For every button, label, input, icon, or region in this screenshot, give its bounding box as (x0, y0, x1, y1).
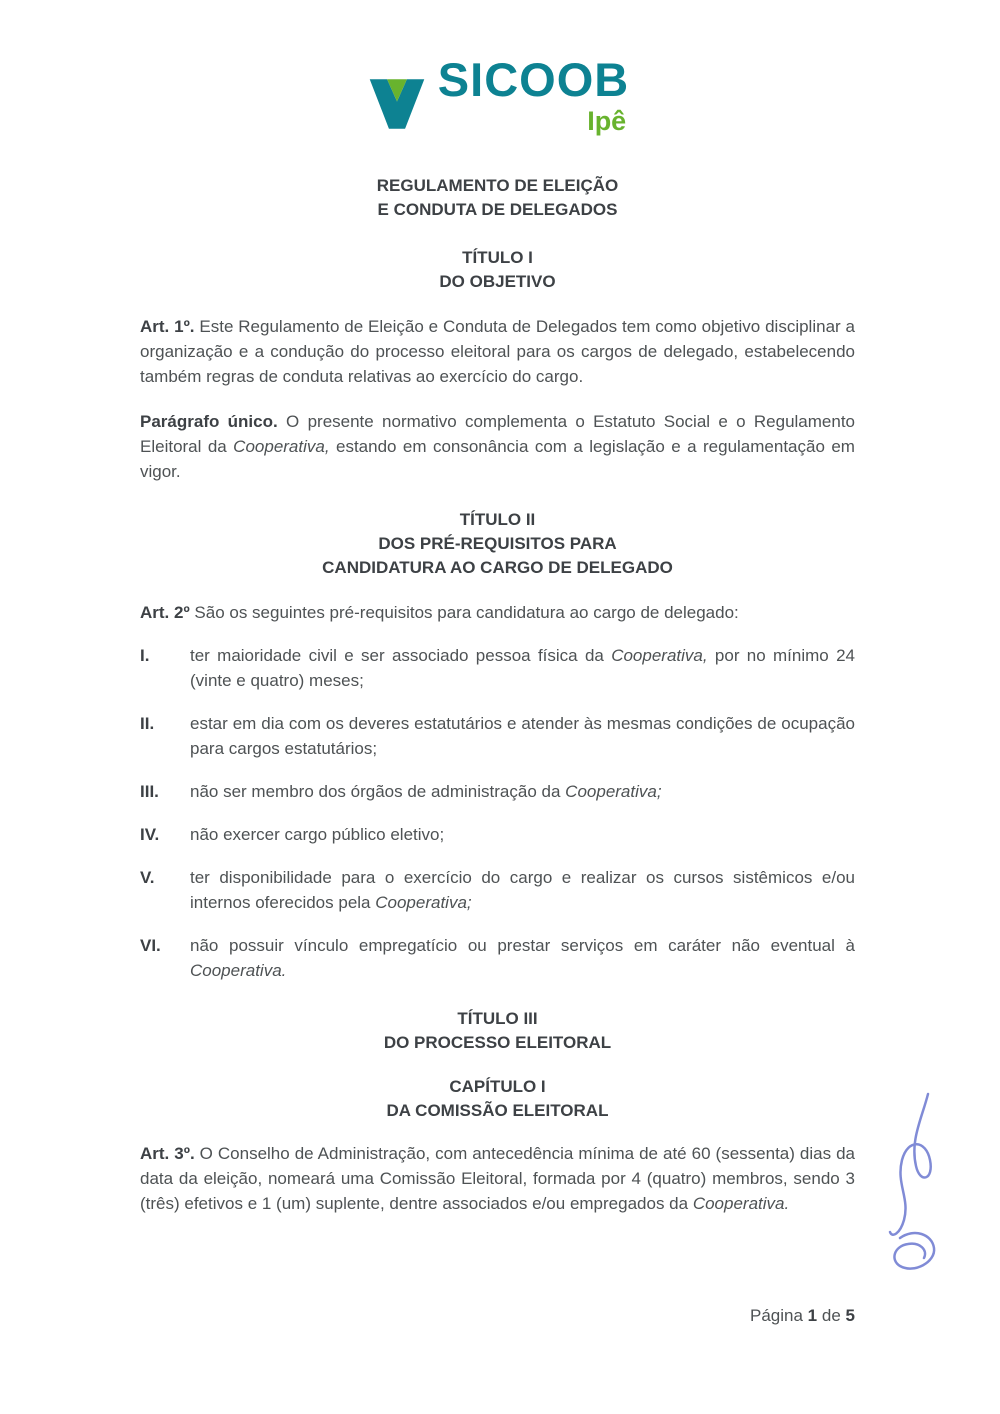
article-3-text-before: O Conselho de Administração, com antecedência mínima de até 60 (sessenta) dias da data da eleição, nomeará uma Comissão Eleitoral, formada por 4 (quatro) membros, sendo 3 (três) efetivos e 1 (um) suplente, dentre associados e/ou empregados da (140, 1144, 855, 1213)
list-item-iii (140, 779, 855, 804)
heading-titulo-i-line2: DO OBJETIVO (439, 272, 556, 291)
signature-stroke-upper (890, 1094, 931, 1235)
item-text-before: estar em dia com os deveres estatutários e atender às mesmas condições de ocupação para cargos estatutários; (190, 714, 855, 758)
heading-titulo-iii-line1: TÍTULO III (457, 1009, 538, 1028)
item-numeral: V. (140, 868, 155, 887)
item-text-before: não exercer cargo público eletivo; (190, 825, 445, 844)
item-numeral: III. (140, 782, 159, 801)
item-text (190, 822, 855, 847)
heading-titulo-i (140, 246, 855, 294)
footer-total-pages: 5 (845, 1306, 855, 1325)
item-text (190, 711, 855, 761)
item-text-before: ter disponibilidade para o exercício do cargo e realizar os cursos sistêmicos e/ou internos oferecidos pela (190, 868, 855, 912)
footer-page-label: Página (750, 1306, 803, 1325)
item-text-italic: Cooperativa, (611, 646, 708, 665)
paragrafo-unico-paragraph (140, 409, 855, 484)
list-item-v (140, 865, 855, 915)
article-3-text-italic: Cooperativa. (692, 1194, 790, 1213)
handwritten-signature (870, 1088, 960, 1283)
item-numeral: IV. (140, 825, 160, 844)
footer-page-number: 1 (807, 1306, 818, 1325)
heading-titulo-iii-line2: DO PROCESSO ELEITORAL (383, 1033, 612, 1052)
item-numeral: II. (140, 714, 155, 733)
paragrafo-unico-text-after: estando em consonância com a legislação e a regulamentação em vigor. (140, 437, 855, 481)
article-3-label: Art. 3º. (140, 1144, 195, 1163)
heading-capitulo-i-line1: CAPÍTULO I (449, 1077, 546, 1096)
sicoob-logo-icon (366, 60, 428, 148)
item-text-italic: Cooperativa. (190, 961, 287, 980)
document-title (140, 174, 855, 222)
article-3-paragraph (140, 1141, 855, 1216)
article-1-paragraph (140, 314, 855, 389)
article-1-label: Art. 1º. (140, 317, 195, 336)
list-item-ii (140, 711, 855, 761)
paragrafo-unico-text-before: O presente normativo complementa o Estatuto Social e o Regulamento Eleitoral da (140, 412, 855, 456)
list-item-i (140, 643, 855, 693)
item-text-italic: Cooperativa; (565, 782, 662, 801)
item-text (190, 643, 855, 693)
item-numeral: VI. (140, 936, 161, 955)
article-2-text: São os seguintes pré-requisitos para candidatura ao cargo de delegado: (194, 603, 739, 622)
heading-capitulo-i-line2: DA COMISSÃO ELEITORAL (386, 1101, 609, 1120)
logo-sub-brand: Ipê (587, 106, 627, 136)
heading-titulo-iii (140, 1007, 855, 1055)
heading-titulo-ii (140, 508, 855, 580)
document-title-line2: E CONDUTA DE DELEGADOS (377, 200, 618, 219)
logo-brand-wordmark: SICOOB (437, 53, 630, 106)
item-text-after: por no mínimo 24 (vinte e quatro) meses; (190, 646, 855, 690)
item-text (190, 779, 855, 804)
sicoob-logo (140, 53, 855, 154)
paragrafo-unico-text-italic: Cooperativa, (233, 437, 330, 456)
logo-text (437, 53, 630, 136)
item-text-italic: Cooperativa; (375, 893, 472, 912)
item-text-before: ter maioridade civil e ser associado pessoa física da (190, 646, 604, 665)
item-text (190, 865, 855, 915)
heading-titulo-ii-line3: CANDIDATURA AO CARGO DE DELEGADO (322, 558, 673, 577)
item-numeral: I. (140, 646, 150, 665)
heading-titulo-ii-line1: TÍTULO II (459, 510, 536, 529)
document-title-line1: REGULAMENTO DE ELEIÇÃO (376, 176, 619, 195)
heading-titulo-ii-line2: DOS PRÉ-REQUISITOS PARA (378, 534, 617, 553)
item-text (190, 933, 855, 983)
list-item-vi (140, 933, 855, 983)
article-1-text: Este Regulamento de Eleição e Conduta de Delegados tem como objetivo disciplinar a organização e a condução do processo eleitoral para os cargos de delegado, estabelecendo também regras de conduta relativas ao exercício do cargo. (140, 317, 855, 386)
heading-capitulo-i (140, 1075, 855, 1123)
item-text-before: não ser membro dos órgãos de administração da (190, 782, 561, 801)
signature-stroke-lower (894, 1233, 934, 1269)
paragrafo-unico-label: Parágrafo único. (140, 412, 278, 431)
article-2-label: Art. 2º (140, 603, 190, 622)
footer-of-label: de (821, 1306, 841, 1325)
requisitos-list (140, 643, 855, 983)
list-item-iv (140, 822, 855, 847)
article-2-paragraph (140, 600, 855, 625)
item-text-before: não possuir vínculo empregatício ou prestar serviços em caráter não eventual à (190, 936, 855, 955)
page-footer (750, 1306, 855, 1326)
heading-titulo-i-line1: TÍTULO I (462, 248, 533, 267)
